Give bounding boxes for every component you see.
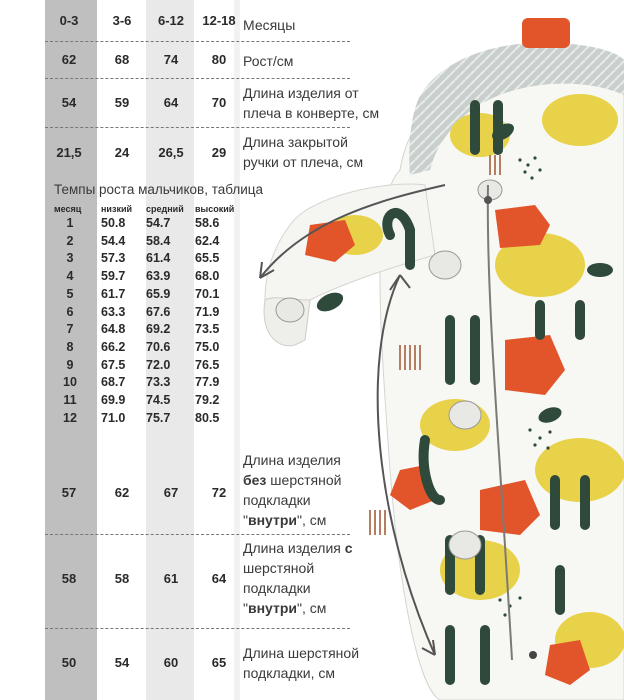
growth-table-row [54, 411, 244, 429]
growth-mid: 72.0 [146, 357, 171, 372]
cell: 21,5 [56, 145, 82, 160]
label-text: ", см [297, 600, 327, 616]
bold-word: внутри [247, 600, 298, 616]
label-text: " [243, 600, 248, 616]
cell: 67 [163, 485, 179, 500]
growth-table-row [54, 305, 244, 323]
height-row [45, 52, 240, 72]
cell: 29 [211, 145, 227, 160]
hood-tab [522, 18, 570, 48]
cell: 24 [114, 145, 130, 160]
divider [45, 78, 350, 79]
growth-low: 69.9 [101, 393, 126, 407]
growth-mid: 69.2 [146, 322, 171, 337]
growth-month: 3 [66, 251, 74, 266]
growth-table-row [54, 393, 244, 411]
growth-mid: 74.5 [146, 393, 171, 407]
label-text: шерстяной [266, 472, 342, 488]
length-with-lining-row [45, 571, 240, 591]
growth-high: 73.5 [195, 322, 220, 337]
label-line: подкладки [243, 492, 311, 508]
label-line: шерстяной [243, 560, 315, 576]
growth-month: 6 [66, 304, 74, 319]
growth-mid: 75.7 [146, 410, 171, 425]
divider [45, 127, 350, 128]
growth-low: 61.7 [101, 286, 126, 301]
growth-high: 58.6 [195, 216, 220, 230]
cell: 59 [114, 95, 130, 110]
label-line: Длина закрытой [243, 134, 348, 150]
wool-lining-row [45, 655, 240, 675]
growth-low: 67.5 [101, 357, 126, 372]
label-line [243, 470, 341, 490]
growth-month: 2 [66, 233, 74, 248]
growth-high: 75.0 [195, 339, 220, 354]
label-line: подкладки [243, 580, 311, 596]
cell: 74 [163, 52, 179, 67]
growth-table-title: Темпы роста мальчиков, таблица [54, 182, 264, 197]
cell: 68 [114, 52, 130, 67]
growth-high: 79.2 [195, 393, 220, 407]
length-without-lining-row [45, 485, 240, 505]
cell: 72 [211, 485, 227, 500]
growth-table-row [54, 358, 244, 376]
cell: 54 [61, 95, 77, 110]
growth-high: 77.9 [195, 375, 220, 390]
label-line [243, 598, 353, 618]
cell: 50 [61, 655, 77, 670]
month-range-0-3: 0-3 [59, 13, 79, 28]
bold-word: с [344, 540, 353, 556]
cell: 62 [114, 485, 130, 500]
bold-word: внутри [247, 512, 298, 528]
month-range-12-18: 12-18 [202, 13, 236, 28]
growth-high: 71.9 [195, 304, 220, 319]
cell: 80 [211, 52, 227, 67]
growth-low: 71.0 [101, 410, 126, 425]
growth-table-row [54, 322, 244, 340]
growth-header-high: высокий [195, 204, 235, 214]
label-line: плеча в конверте, см [243, 105, 380, 121]
label-line: ручки от плеча, см [243, 154, 364, 170]
growth-low: 57.3 [101, 251, 126, 266]
month-range-6-12: 6-12 [157, 13, 185, 28]
growth-mid: 61.4 [146, 251, 171, 266]
divider [45, 534, 350, 535]
month-range-3-6: 3-6 [112, 13, 132, 28]
growth-low: 68.7 [101, 375, 126, 390]
growth-month: 7 [66, 322, 74, 337]
cell: 60 [163, 655, 179, 670]
cell: 62 [61, 52, 77, 67]
growth-high: 76.5 [195, 357, 220, 372]
growth-month: 5 [66, 286, 74, 301]
envelope-length-row [45, 95, 240, 115]
label-line: подкладки, см [243, 665, 335, 681]
bold-word: без [243, 472, 267, 488]
growth-header-low: низкий [101, 204, 133, 214]
divider [45, 41, 350, 42]
growth-mid: 63.9 [146, 269, 171, 284]
growth-low: 54.4 [101, 233, 126, 248]
growth-month: 4 [66, 269, 74, 284]
growth-mid: 54.7 [146, 216, 171, 230]
months-label: Месяцы [243, 17, 296, 33]
closed-hand-label [243, 132, 363, 172]
growth-mid: 58.4 [146, 233, 171, 248]
growth-low: 63.3 [101, 304, 126, 319]
growth-high: 68.0 [195, 269, 220, 284]
growth-header-mid: средний [146, 204, 184, 214]
wool-lining-label [243, 643, 359, 683]
label-text: Длина изделия [243, 540, 345, 556]
cell: 70 [211, 95, 227, 110]
growth-month: 1 [66, 216, 74, 230]
label-line: Длина изделия [243, 452, 341, 468]
growth-low: 66.2 [101, 339, 126, 354]
length-with-lining-label [243, 538, 353, 618]
growth-high: 62.4 [195, 233, 220, 248]
label-line: Длина шерстяной [243, 645, 360, 661]
growth-mid: 65.9 [146, 286, 171, 301]
header-row [45, 13, 240, 33]
growth-header-month: месяц [54, 204, 82, 214]
cell: 58 [114, 571, 130, 586]
envelope-length-label [243, 83, 379, 123]
growth-table-row [54, 269, 244, 287]
growth-month: 12 [63, 410, 77, 425]
label-text: ", см [297, 512, 327, 528]
cell: 64 [163, 95, 179, 110]
growth-table-row [54, 251, 244, 269]
growth-table-row [54, 234, 244, 252]
label-line [243, 538, 353, 558]
label-line [243, 510, 341, 530]
growth-table-row [54, 287, 244, 305]
growth-month: 9 [66, 357, 74, 372]
cell: 65 [211, 655, 227, 670]
length-without-lining-label [243, 450, 341, 530]
growth-mid: 70.6 [146, 339, 171, 354]
growth-table-row [54, 375, 244, 393]
growth-high: 65.5 [195, 251, 220, 266]
label-text: " [243, 512, 248, 528]
label-line: Длина изделия от [243, 85, 359, 101]
growth-high: 70.1 [195, 286, 220, 301]
divider [45, 628, 350, 629]
height-label: Рост/см [243, 53, 294, 69]
cell: 57 [61, 485, 77, 500]
closed-hand-row [45, 145, 240, 165]
growth-month: 11 [63, 393, 77, 407]
growth-low: 50.8 [101, 216, 126, 230]
growth-table-row [54, 216, 244, 234]
growth-mid: 67.6 [146, 304, 171, 319]
cell: 54 [114, 655, 130, 670]
cell: 58 [61, 571, 77, 586]
cell: 64 [211, 571, 227, 586]
growth-table-row [54, 340, 244, 358]
growth-low: 64.8 [101, 322, 126, 337]
cell: 26,5 [158, 145, 184, 160]
cell: 61 [163, 571, 179, 586]
growth-month: 8 [66, 339, 74, 354]
growth-month: 10 [63, 375, 77, 390]
growth-mid: 73.3 [146, 375, 171, 390]
growth-low: 59.7 [101, 269, 126, 284]
growth-high: 80.5 [195, 410, 220, 425]
